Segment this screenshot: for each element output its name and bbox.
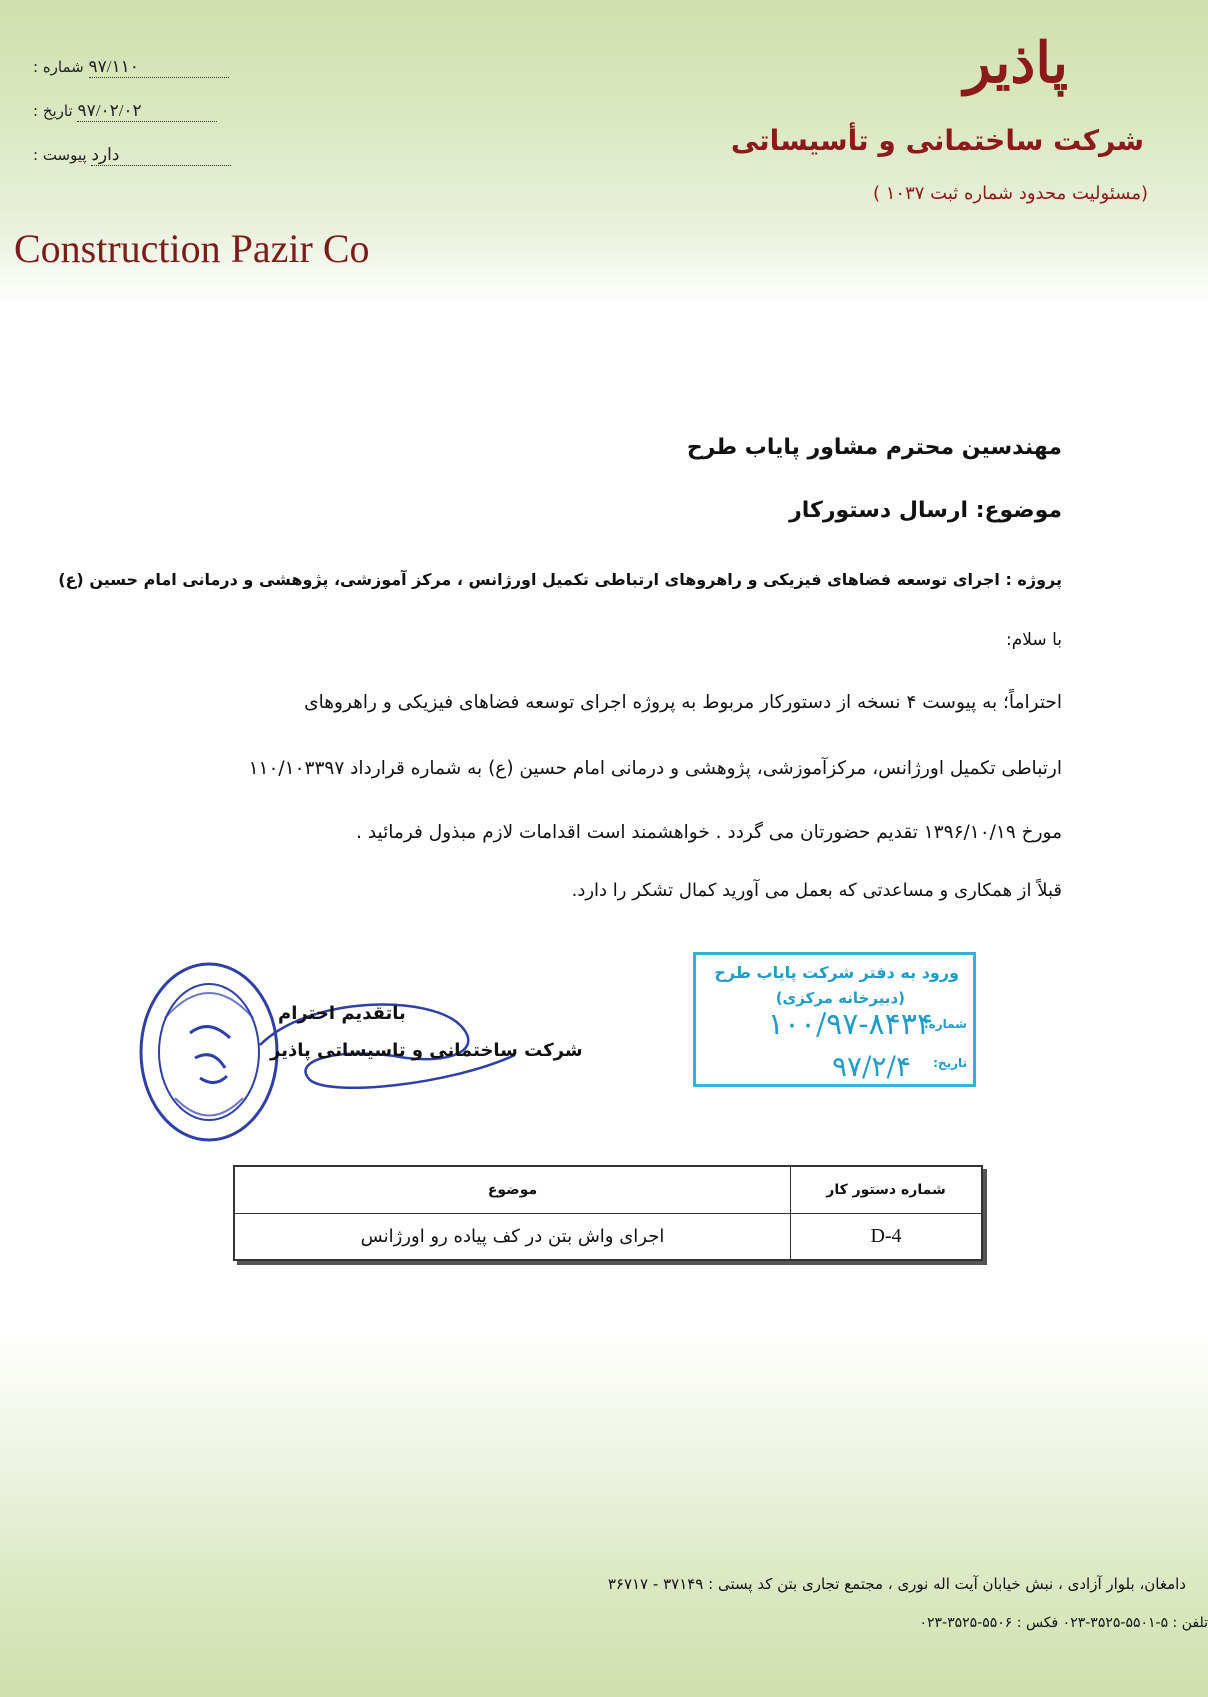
stamp-date-value: ۹۷/۲/۴ bbox=[831, 1050, 911, 1083]
body-line: مورخ ۱۳۹۶/۱۰/۱۹ تقدیم حضورتان می گردد . خواهشمند است اقدامات لازم مبذول فرمائید . bbox=[356, 822, 1062, 843]
footer-band bbox=[0, 1330, 1208, 1697]
footer-phone: تلفن : ۵-۵۵۰۱-۳۵۲۵-۰۲۳ فکس : ۵۵۰۶-۳۵۲۵-۰۲۳ bbox=[919, 1615, 1208, 1631]
stamp-number-value: ۱۰۰/۹۷-۸۴۳۴ bbox=[767, 1007, 933, 1042]
letter-number-value: ۹۷/۱۱۰ bbox=[89, 57, 229, 78]
letter-number-row bbox=[33, 57, 263, 78]
closing-line: قبلاً از همکاری و مساعدتی که بعمل می آورید کمال تشکر را دارد. bbox=[571, 880, 1062, 901]
table-header-code: شماره دستور کار bbox=[791, 1166, 982, 1214]
table-cell-code: D-4 bbox=[791, 1214, 982, 1261]
greeting: با سلام: bbox=[1006, 630, 1062, 650]
letter-attachment-label: پیوست : bbox=[33, 146, 87, 164]
work-order-table bbox=[233, 1165, 983, 1261]
stamp-number-label: شماره: bbox=[923, 1017, 967, 1031]
table-header-row bbox=[234, 1166, 982, 1214]
signature-company: شرکت ساختمانی و تاسیساتی پاذیر bbox=[270, 1040, 583, 1061]
stamp-line2: (دبیرخانه مرکزی) bbox=[775, 989, 905, 1007]
recipient-salutation: مهندسین محترم مشاور پایاب طرح bbox=[686, 435, 1062, 460]
letter-attachment-row bbox=[33, 145, 263, 166]
table-header-subject: موضوع bbox=[234, 1166, 791, 1214]
table-cell-subject: اجرای واش بتن در کف پیاده رو اورژانس bbox=[234, 1214, 791, 1261]
letter-attachment-value: دارد bbox=[91, 145, 231, 166]
letter-number-label: شماره : bbox=[33, 58, 84, 76]
signature-respect: باتقدیم احترام bbox=[278, 1003, 406, 1024]
letter-date-value: ۹۷/۰۲/۰۲ bbox=[77, 101, 217, 122]
company-english-name: Construction Pazir Co bbox=[14, 226, 370, 271]
footer-address: دامغان، بلوار آزادی ، نبش خیابان آیت اله نوری ، مجتمع تجاری بتن کد پستی : ۳۷۱۴۹ - ۳۶۷۱۷ bbox=[607, 1575, 1186, 1593]
company-title: شرکت ساختمانی و تأسیساتی bbox=[730, 124, 1144, 157]
stamp-date-label: تاریخ: bbox=[933, 1056, 967, 1070]
body-line: احتراماً؛ به پیوست ۴ نسخه از دستورکار مربوط به پروژه اجرای توسعه فضاهای فیزیکی و راهروهای bbox=[304, 692, 1062, 713]
table-row bbox=[234, 1214, 982, 1261]
brand-logo-text: پاذیر bbox=[963, 30, 1068, 96]
project-title: پروژه : اجرای توسعه فضاهای فیزیکی و راهروهای ارتباطی تکمیل اورژانس ، مرکز آموزشی، پژوهشی و درمانی امام حسین (ع) bbox=[58, 570, 1062, 589]
company-registration: (مسئولیت محدود شماره ثبت ۱۰۳۷ ) bbox=[873, 183, 1148, 204]
stamp-line1: ورود به دفتر شرکت پایاب طرح bbox=[714, 963, 959, 982]
letter-date-label: تاریخ : bbox=[33, 102, 73, 120]
incoming-stamp bbox=[693, 952, 976, 1087]
letter-subject: موضوع: ارسال دستورکار bbox=[789, 498, 1062, 523]
body-line: ارتباطی تکمیل اورژانس، مرکزآموزشی، پژوهشی و درمانی امام حسین (ع) به شماره قرارداد ۱۱۰/۱۰۳۳۹۷ bbox=[248, 758, 1062, 779]
letter-date-row bbox=[33, 101, 263, 122]
